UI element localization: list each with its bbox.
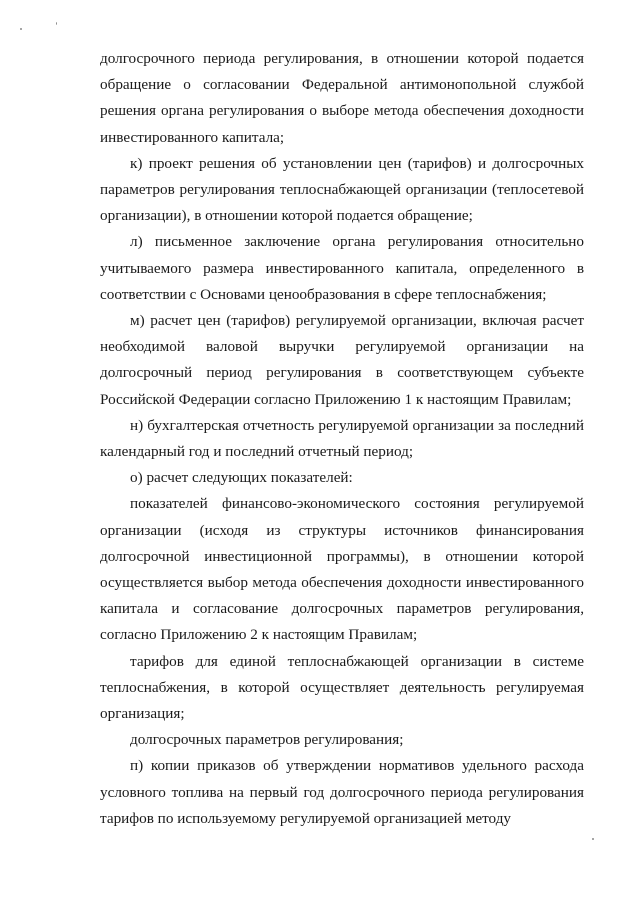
paragraph-indicators-long-term: долгосрочных параметров регулирования;	[130, 731, 404, 749]
paragraph-item-l: л) письменное заключение органа регулирования относительно учитываемого размера инвестированного капитала, определенного в соответствии с Основами ценообразования в сфере теплоснабжения;	[100, 233, 584, 303]
scan-speck	[20, 28, 22, 30]
paragraph-indicators-financial: показателей финансово-экономического состояния регулируемой организации (исходя из структуры источников финансирования долгосрочной инвестиционной программы), в отношении которой осуществляется выбор метода обеспечения доходности инвестированного капитала и согласование долгосрочных параметров регулирования, согласно Приложению 2 к настоящим Правилам;	[100, 495, 584, 644]
document-body	[100, 46, 584, 832]
scan-speck	[56, 22, 57, 25]
paragraph-item-n: н) бухгалтерская отчетность регулируемой организации за последний календарный год и последний отчетный период;	[100, 416, 584, 461]
paragraph-indicators-tariffs: тарифов для единой теплоснабжающей организации в системе теплоснабжения, в которой осуществляет деятельность регулируемая организация;	[100, 652, 584, 723]
paragraph-item-o: о) расчет следующих показателей:	[130, 469, 353, 487]
paragraph-item-p: п) копии приказов об утверждении нормативов удельного расхода условного топлива на первый год долгосрочного периода регулирования тарифов по используемому регулируемой организацией методу	[100, 757, 584, 827]
paragraph-continuation: долгосрочного периода регулирования, в отношении которой подается обращение о согласовании Федеральной антимонопольной службой решения органа регулирования о выборе метода обеспечения доходности инвестированного капитала;	[100, 50, 584, 146]
paragraph-item-m: м) расчет цен (тарифов) регулируемой организации, включая расчет необходимой валовой выручки регулируемой организации на долгосрочный период регулирования в соответствующем субъекте Российской Федерации согласно Приложению 1 к настоящим Правилам;	[100, 312, 584, 408]
paragraph-item-k: к) проект решения об установлении цен (тарифов) и долгосрочных параметров регулирования теплоснабжающей организации (теплосетевой организации), в отношении которой подается обращение;	[100, 154, 584, 225]
scan-speck	[592, 838, 594, 840]
